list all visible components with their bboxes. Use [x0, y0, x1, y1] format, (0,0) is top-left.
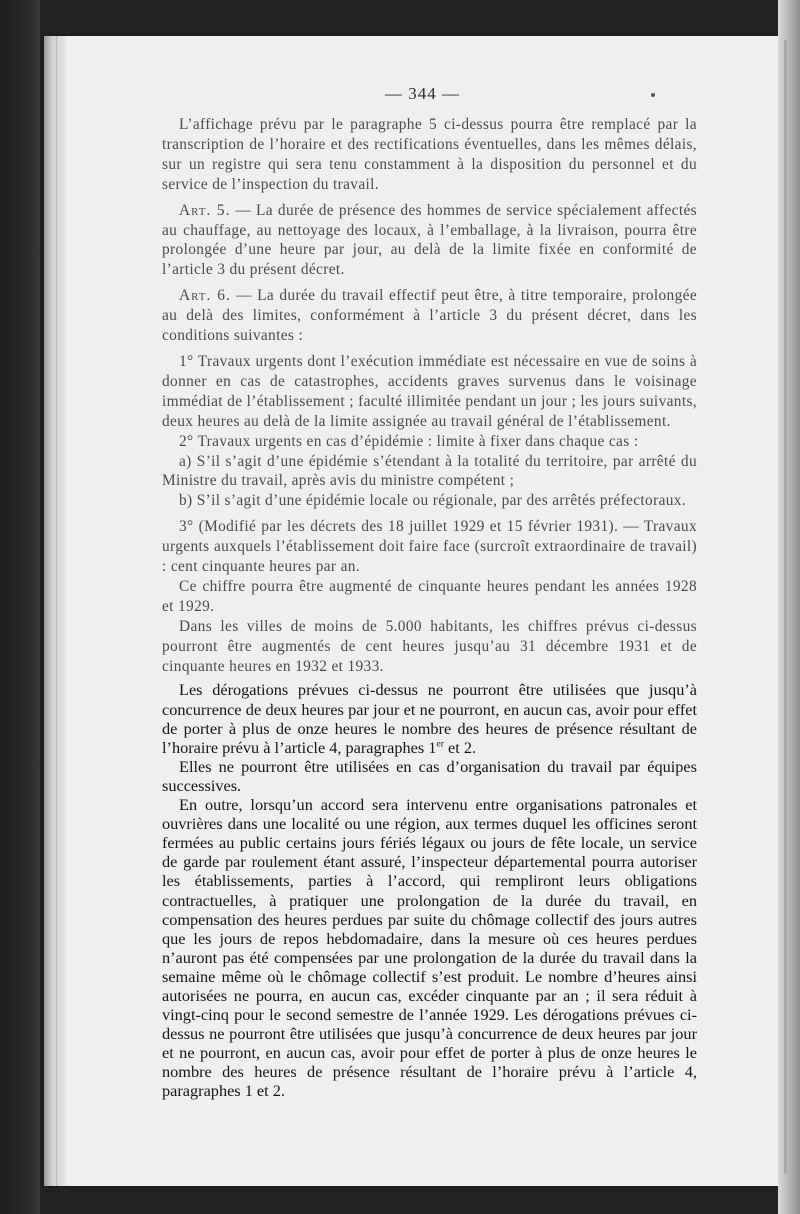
article-text: — La durée de présence des hommes de service spécialement affectés au chauffage, au nettoyage des locaux, à l’emballage, à la livraison, pourra être prolongée d’une heure par jour, au delà de la limite fixée en conformité de l’article 3 du présent décret.	[162, 201, 697, 279]
article-6	[162, 286, 697, 346]
paragraph-villes: Dans les villes de moins de 5.000 habitants, les chiffres prévus ci-dessus pourront être augmentés de cent heures jusqu’au 31 décembre 1931 et de cinquante heures en 1932 et 1933.	[162, 617, 697, 675]
page-gutter-line	[56, 36, 57, 1186]
paragraph-en-outre: En outre, lorsqu’un accord sera intervenu entre organisations patronales et ouvrières dans une localité ou une région, aux termes duquel les officines seront fermées au public certains jours fériés légaux ou jours de fête locale, un service de garde par roulement étant assuré, l’inspecteur départemental pourra autoriser les établissements, parties à l’accord, qui rempliront leurs obligations contractuelles, à pratiquer une prolongation de la durée du travail, en compensation des heures perdues par suite du chômage collectif des jours autres que les jours de repos hebdomadaire, dans la mesure où ces heures perdues n’auront pas été compensées par une prolongation de la durée du travail dans la semaine même où le chômage collectif s’est produit. Le nombre d’heures ainsi autorisées ne pourra, en aucun cas, excéder cinquante par an ; il sera réduit à vingt-cinq pour le second semestre de l’année 1929. Les dérogations prévues ci-dessus ne pourront être utilisées que jusqu’à concurrence de deux heures par jour et ne pourront, en aucun cas, avoir pour effet de porter à plus de onze heures le nombre des heures de présence résultant de l’horaire prévu à l’article 4, paragraphes 1 et 2.	[162, 795, 697, 1101]
paragraph-elles: Elles ne pourront être utilisées en cas d’organisation du travail par équipes successives.	[162, 756, 697, 795]
paragraph-affichage: L’affichage prévu par le paragraphe 5 ci-dessus pourra être remplacé par la transcription de l’horaire et des rectifications éventuelles, dans les mêmes délais, sur un registre qui sera tenu constamment à la disposition du personnel et du service de l’inspection du travail.	[162, 116, 697, 193]
list-item-2: 2° Travaux urgents en cas d’épidémie : limite à fixer dans chaque cas :	[179, 432, 639, 450]
superscript: er	[436, 738, 444, 750]
article-label: Art. 5.	[179, 201, 231, 219]
list-item-1: 1° Travaux urgents dont l’exécution immédiate est nécessaire en vue de soins à donner en cas de catastrophes, accidents graves survenus dans le voisinage immédiat de l’établissement ; faculté illimitée pendant un jour ; les jours suivants, deux heures au delà de la limite assignée au travail général de l’établissement.	[162, 352, 697, 430]
article-5	[162, 201, 697, 281]
scanner-background-left	[0, 0, 40, 1214]
ink-speck	[651, 93, 655, 97]
article-label: Art. 6.	[179, 287, 231, 305]
page-gutter-shadow	[44, 36, 66, 1186]
page-edge-right	[778, 0, 800, 1214]
list-item-3: 3° (Modifié par les décrets des 18 juillet 1929 et 15 février 1931). — Travaux urgents auxquels l’établissement doit faire face (surcroît extraordinaire de travail) : cent cinquante heures par an.	[162, 518, 697, 576]
page-text-body	[162, 115, 697, 1101]
paragraph-chiffre: Ce chiffre pourra être augmenté de cinquante heures pendant les années 1928 et 1929.	[162, 577, 697, 615]
page-number: — 344 —	[385, 84, 460, 103]
article-text: — La durée du travail effectif peut être, à titre temporaire, prolongée au delà des limites, conformément à l’article 3 du présent décret, dans les conditions suivantes :	[162, 287, 697, 345]
page-edge-stripe	[784, 40, 787, 1174]
list-item-2b: b) S’il s’agit d’une épidémie locale ou régionale, par des arrêtés préfectoraux.	[179, 492, 687, 510]
paragraph-derogations: Les dérogations prévues ci-dessus ne pourront être utilisées que jusqu’à concurrence de deux heures par jour et ne pourront, en aucun cas, avoir pour effet de porter à plus de onze heures le nombre des heures de présence résultant de l’horaire prévu à l’article 4, paragraphes 1er et 2.	[162, 680, 697, 757]
list-item-2a: a) S’il s’agit d’une épidémie s’étendant à la totalité du territoire, par arrêté du Ministre du travail, après avis du ministre compétent ;	[162, 452, 697, 490]
